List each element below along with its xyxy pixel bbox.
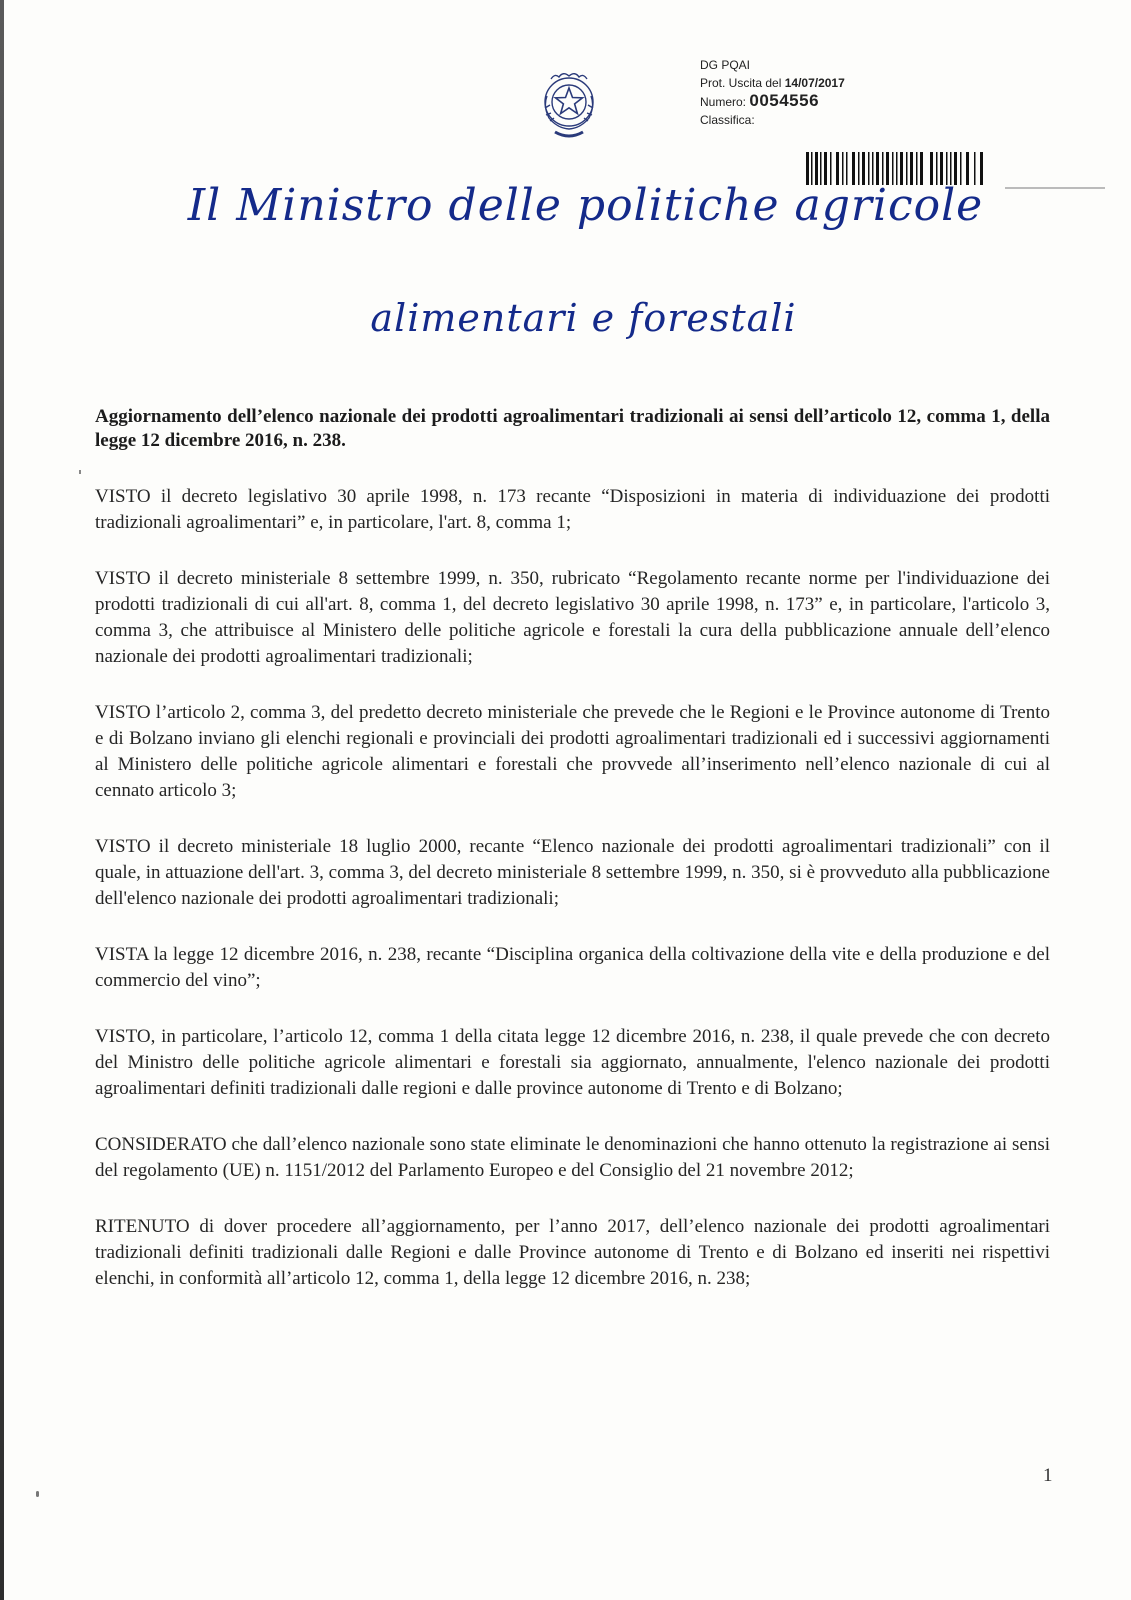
protocol-numero-value: 0054556	[749, 91, 820, 110]
paragraph-visto-4: VISTO il decreto ministeriale 18 luglio 2000, recante “Elenco nazionale dei prodotti agroalimentari tradizionali” con il quale, in attuazione dell'art. 3, comma 3, del decreto ministeriale 8 settembre 1999, n. 350, si è provveduto alla pubblicazione dell'elenco nazionale dei prodotti agroalimentari tradizionali;	[95, 836, 1050, 909]
paragraph-visto-3: VISTO l’articolo 2, comma 3, del predetto decreto ministeriale che prevede che le Regioni e le Province autonome di Trento e di Bolzano inviano gli elenchi regionali e provinciali dei prodotti agroalimentari tradizionali ed i successivi aggiornamenti al Ministero delle politiche agricole alimentari e forestali che provvede all’inserimento nell’elenco nazionale di cui al cennato articolo 3;	[95, 702, 1050, 801]
document-body	[95, 484, 1050, 1322]
ministry-heading-line-1: Il Ministro delle politiche agricole	[187, 180, 984, 231]
document-title: Aggiornamento dell’elenco nazionale dei prodotti agroalimentari tradizionali ai sensi dell’articolo 12, comma 1, della legge 12 dicembre 2016, n. 238.	[95, 406, 1050, 451]
protocol-office: DG PQAI	[700, 58, 751, 72]
paragraph-visto-6: VISTO, in particolare, l’articolo 12, comma 1 della citata legge 12 dicembre 2016, n. 238, il quale prevede che con decreto del Ministro delle politiche agricole alimentari e forestali sia aggiornato, annualmente, l'elenco nazionale dei prodotti agroalimentari definiti tradizionali dalle regioni e dalle province autonome di Trento e di Bolzano;	[95, 1026, 1050, 1099]
scan-speck	[79, 470, 81, 474]
ministry-heading-line-2: alimentari e forestali	[370, 296, 797, 340]
paragraph-ritenuto: RITENUTO di dover procedere all’aggiornamento, per l’anno 2017, dell’elenco nazionale dei prodotti agroalimentari tradizionali definiti tradizionali dalle Regioni e dalle Province autonome di Trento e di Bolzano ed inseriti nei rispettivi elenchi, in conformità all’articolo 12, comma 1, della legge 12 dicembre 2016, n. 238;	[95, 1216, 1050, 1289]
protocol-outgoing-label: Prot. Uscita del	[700, 76, 782, 90]
paragraph-visto-2: VISTO il decreto ministeriale 8 settembre 1999, n. 350, rubricato “Regolamento recante norme per l'individuazione dei prodotti tradizionali di cui all'art. 8, comma 1, del decreto legislativo 30 aprile 1998, n. 173” e, in particolare, l'articolo 3, comma 3, che attribuisce al Ministero delle politiche agricole e forestali la cura della pubblicazione annuale dell’elenco nazionale dei prodotti agroalimentari tradizionali;	[95, 568, 1050, 667]
scan-edge	[0, 0, 4, 1600]
scan-speck	[36, 1491, 39, 1497]
protocol-numero	[700, 92, 845, 111]
protocol-stamp	[700, 56, 845, 129]
paragraph-vista-5: VISTA la legge 12 dicembre 2016, n. 238, recante “Disciplina organica della coltivazione della vite e della produzione e del commercio del vino”;	[95, 944, 1050, 991]
paragraph-considerato: CONSIDERATO che dall’elenco nazionale sono state eliminate le denominazioni che hanno ottenuto la registrazione ai sensi del regolamento (UE) n. 1151/2012 del Parlamento Europeo e del Consiglio del 21 novembre 2012;	[95, 1134, 1050, 1181]
page-number: 1	[1043, 1465, 1053, 1486]
protocol-outgoing-date: 14/07/2017	[784, 76, 845, 90]
protocol-numero-label: Numero:	[700, 95, 747, 109]
paragraph-visto-1: VISTO il decreto legislativo 30 aprile 1998, n. 173 recante “Disposizioni in materia di individuazione dei prodotti tradizionali agroalimentari” e, in particolare, l'art. 8, comma 1;	[95, 486, 1050, 533]
protocol-classifica: Classifica:	[700, 113, 755, 127]
republic-emblem-icon	[537, 66, 601, 152]
protocol-outgoing	[700, 74, 845, 92]
